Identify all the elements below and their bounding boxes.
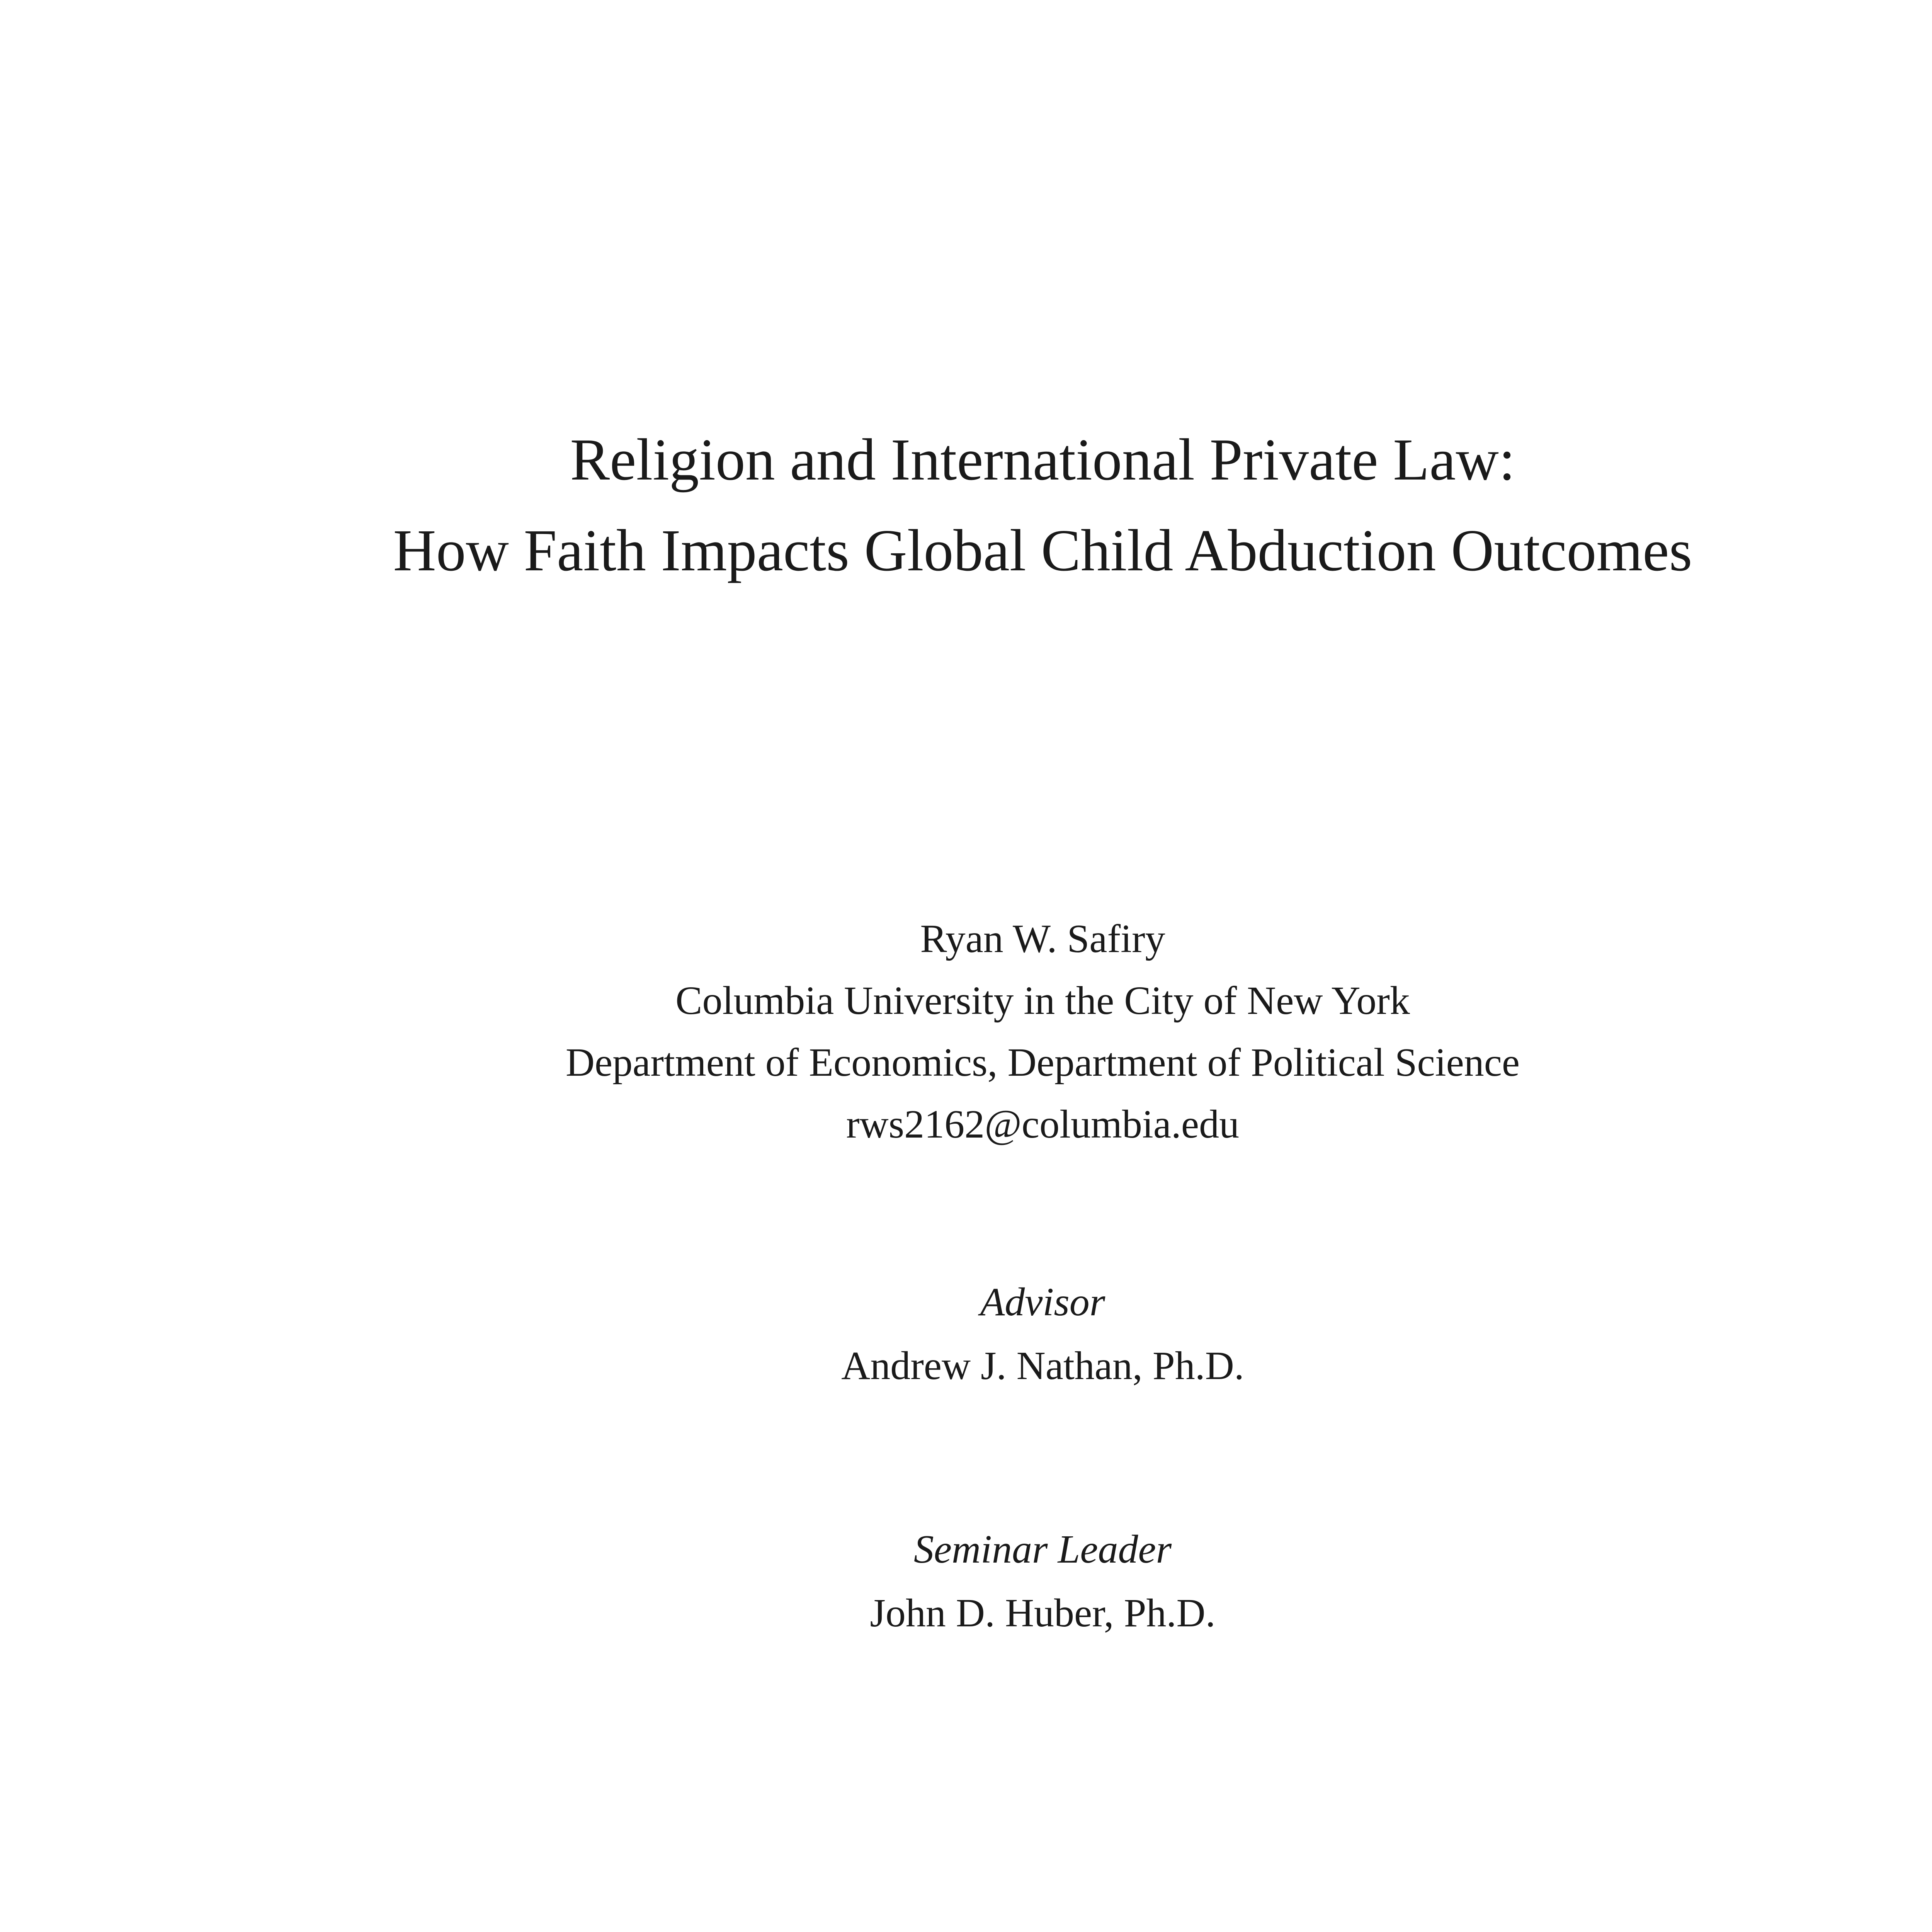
thesis-title-line-1: Religion and International Private Law:	[570, 427, 1515, 493]
seminar-leader-name: John D. Huber, Ph.D.	[870, 1591, 1216, 1635]
thesis-title-line-2: How Faith Impacts Global Child Abduction Outcomes	[393, 518, 1692, 583]
author-email: rws2162@columbia.edu	[846, 1102, 1240, 1146]
author-departments: Department of Economics, Department of Political Science	[565, 1040, 1520, 1085]
author-name: Ryan W. Safiry	[920, 917, 1165, 961]
advisor-label: Advisor	[980, 1280, 1105, 1324]
author-institution: Columbia University in the City of New York	[675, 978, 1410, 1023]
advisor-name: Andrew J. Nathan, Ph.D.	[841, 1344, 1244, 1388]
seminar-leader-label: Seminar Leader	[913, 1527, 1172, 1571]
